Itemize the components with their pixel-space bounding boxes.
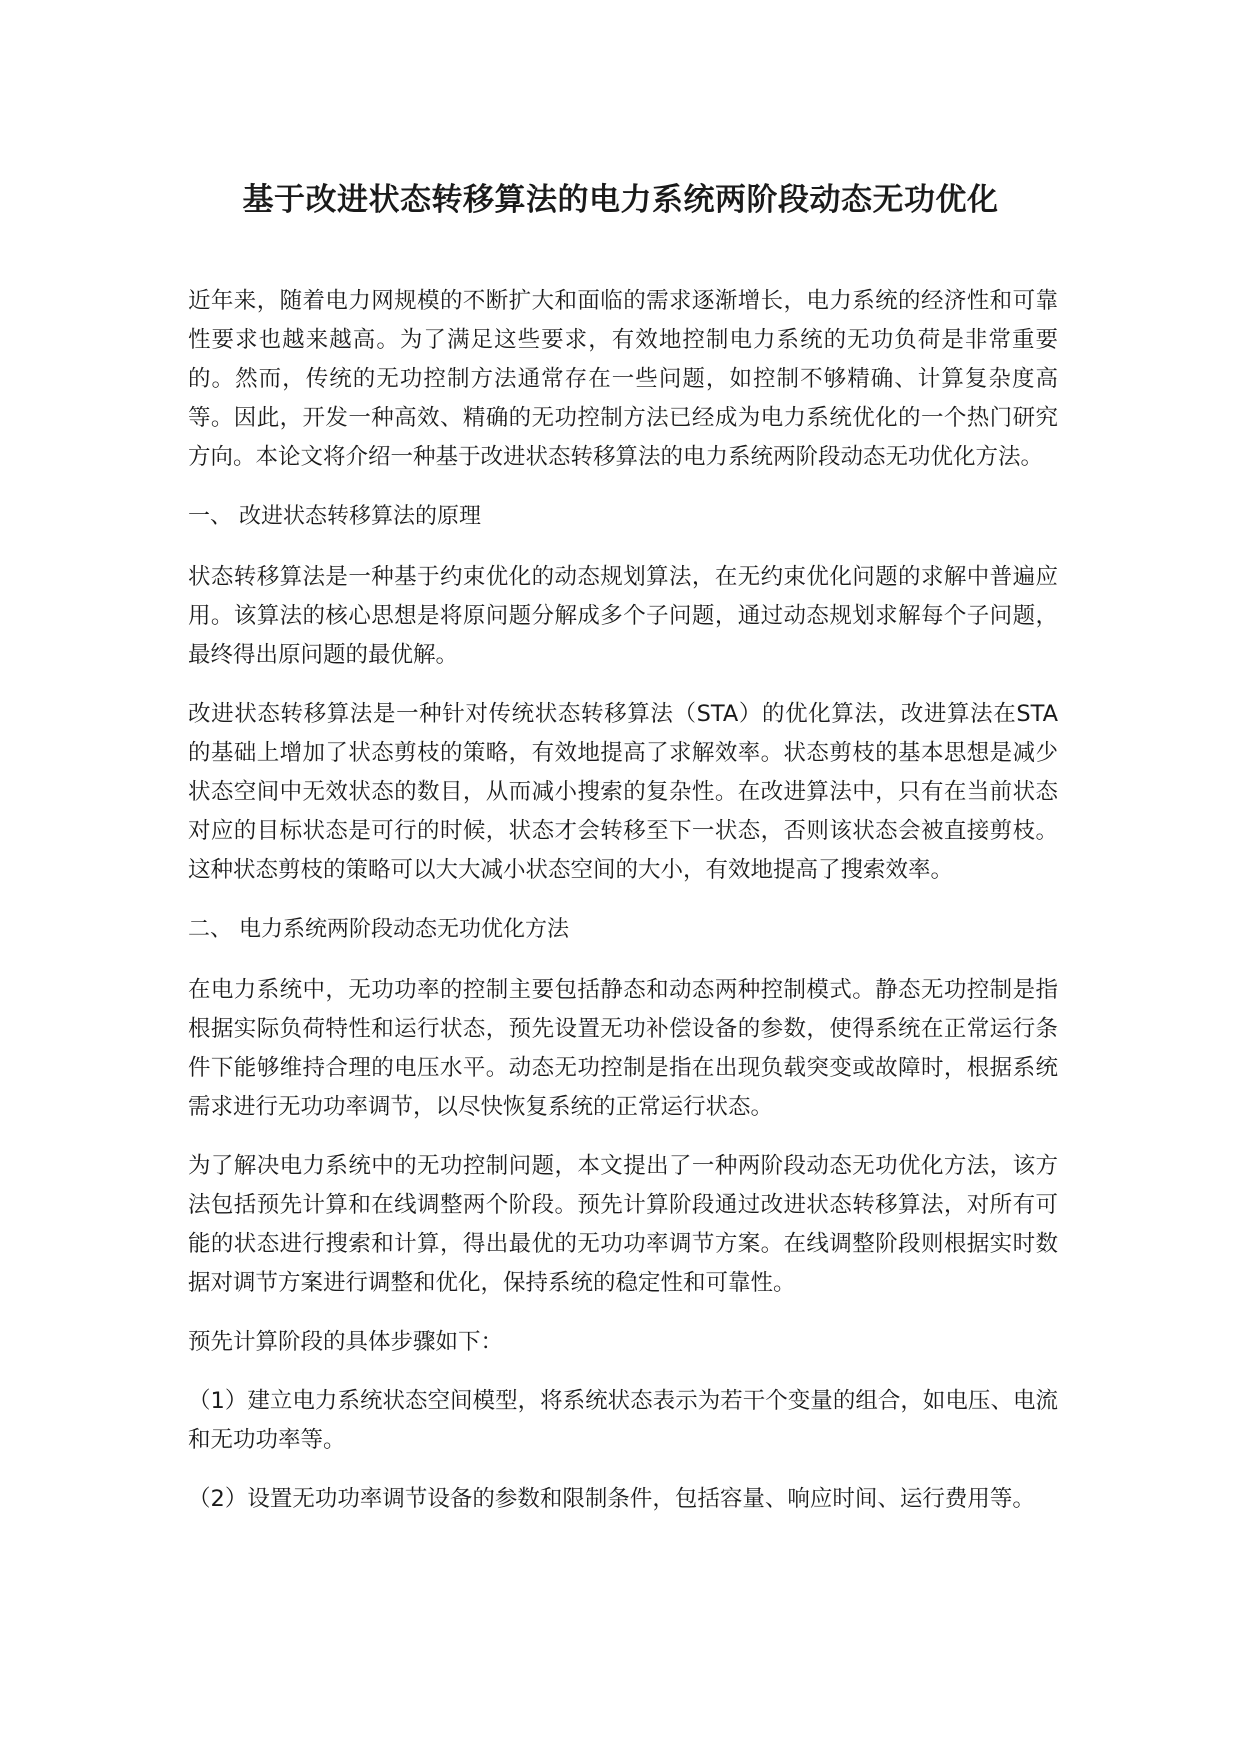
list-item: （2）设置无功功率调节设备的参数和限制条件，包括容量、响应时间、运行费用等。 xyxy=(188,1486,1035,1512)
body-paragraph: 状态转移算法是一种基于约束优化的动态规划算法，在无约束优化问题的求解中普遍应用。该算法的核心思想是将原问题分解成多个子问题，通过动态规划求解每个子问题，最终得出原问题的最优解。 xyxy=(188,564,1058,668)
body-paragraph: 为了解决电力系统中的无功控制问题，本文提出了一种两阶段动态无功优化方法，该方法包括预先计算和在线调整两个阶段。预先计算阶段通过改进状态转移算法，对所有可能的状态进行搜索和计算，得出最优的无功功率调节方案。在线调整阶段则根据实时数据对调节方案进行调整和优化，保持系统的稳定性和可靠性。 xyxy=(188,1153,1058,1296)
body-paragraph: 改进状态转移算法是一种针对传统状态转移算法（STA）的优化算法，改进算法在STA的基础上增加了状态剪枝的策略，有效地提高了求解效率。状态剪枝的基本思想是减少状态空间中无效状态的数目，从而减小搜索的复杂性。在改进算法中，只有在当前状态对应的目标状态是可行的时候，状态才会转移至下一状态，否则该状态会被直接剪枝。这种状态剪枝的策略可以大大减小状态空间的大小，有效地提高了搜索效率。 xyxy=(188,701,1058,883)
section-heading-text: 电力系统两阶段动态无功优化方法 xyxy=(239,917,570,942)
section-heading-2 xyxy=(188,910,1058,949)
body-paragraph: 在电力系统中，无功功率的控制主要包括静态和动态两种控制模式。静态无功控制是指根据实际负荷特性和运行状态，预先设置无功补偿设备的参数，使得系统在正常运行条件下能够维持合理的电压水平。动态无功控制是指在出现负载突变或故障时，根据系统需求进行无功功率调节，以尽快恢复系统的正常运行状态。 xyxy=(188,977,1058,1120)
section-number: 一、 xyxy=(188,504,233,529)
body-paragraph: 预先计算阶段的具体步骤如下： xyxy=(188,1329,504,1355)
list-item: （1）建立电力系统状态空间模型，将系统状态表示为若干个变量的组合，如电压、电流和无功功率等。 xyxy=(188,1388,1058,1453)
intro-paragraph: 近年来，随着电力网规模的不断扩大和面临的需求逐渐增长，电力系统的经济性和可靠性要求也越来越高。为了满足这些要求，有效地控制电力系统的无功负荷是非常重要的。然而，传统的无功控制方法通常存在一些问题，如控制不够精确、计算复杂度高等。因此，开发一种高效、精确的无功控制方法已经成为电力系统优化的一个热门研究方向。本论文将介绍一种基于改进状态转移算法的电力系统两阶段动态无功优化方法。 xyxy=(188,288,1058,470)
section-heading-text: 改进状态转移算法的原理 xyxy=(239,504,482,529)
document-body xyxy=(188,282,1058,1539)
document-title: 基于改进状态转移算法的电力系统两阶段动态无功优化 xyxy=(242,182,999,218)
section-number: 二、 xyxy=(188,917,233,942)
section-heading-1 xyxy=(188,497,1058,536)
